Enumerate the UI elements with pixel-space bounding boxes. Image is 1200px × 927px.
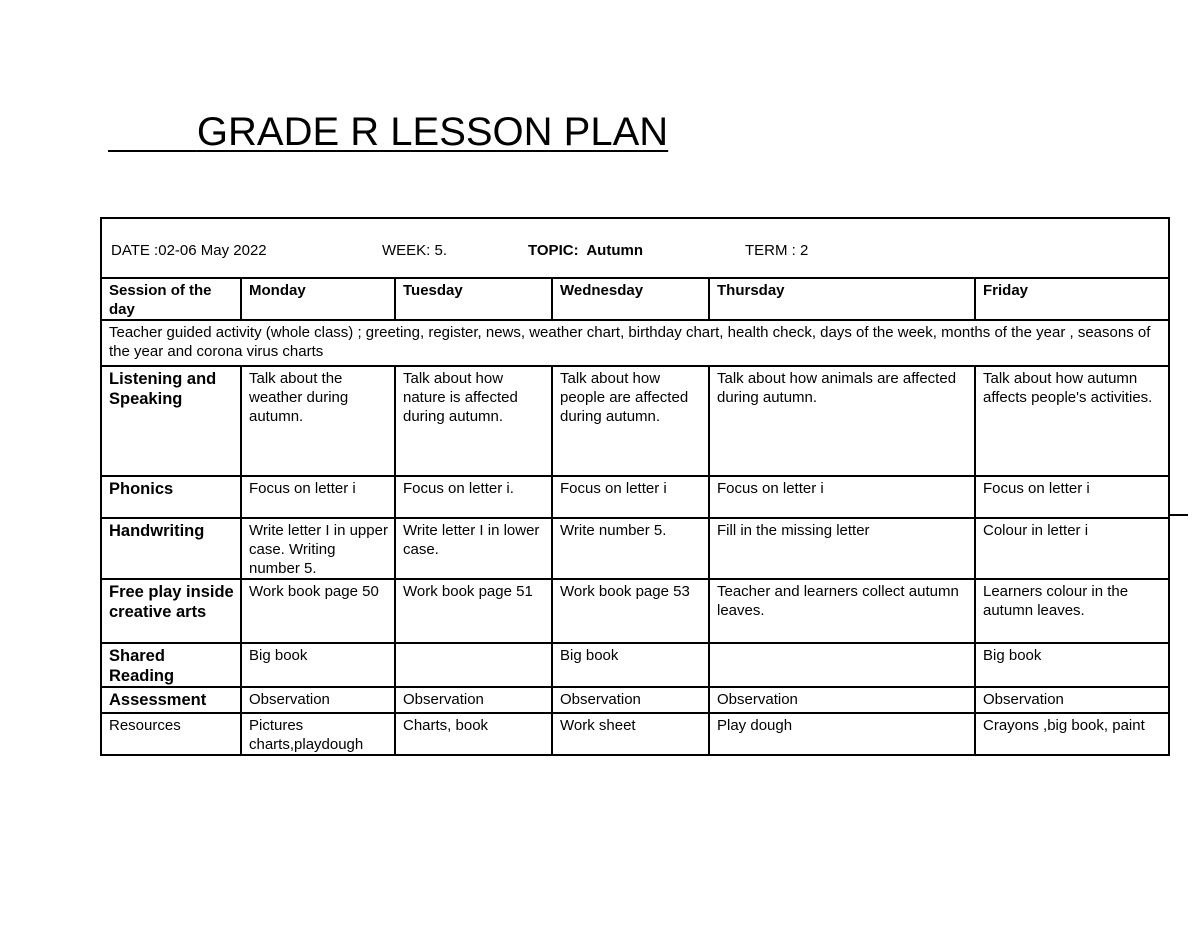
table-cell: Write number 5. [552,518,709,579]
table-cell: Observation [395,687,552,713]
table-cell: Fill in the missing letter [709,518,975,579]
table-cell [709,643,975,687]
day-header-friday: Friday [975,278,1169,320]
stray-border-line [1168,514,1188,516]
table-cell: Focus on letter i [975,476,1169,518]
week-text: WEEK: 5. [382,242,448,259]
table-row [101,643,1169,687]
table-cell: Big book [241,643,395,687]
table-cell: Work book page 50 [241,579,395,643]
table-cell: Talk about how animals are affected during autumn. [709,366,975,476]
table-cell: Write letter I in upper case. Writing number 5. [241,518,395,579]
table-cell [395,643,552,687]
table-cell: Work book page 53 [552,579,709,643]
day-header-tuesday: Tuesday [395,278,552,320]
teacher-guided-row [101,320,1169,366]
date-text: DATE :02-06 May 2022 [111,242,267,259]
table-cell: Talk about how autumn affects people's activities. [975,366,1169,476]
table-cell: Big book [552,643,709,687]
session-header: Session of the day [101,278,241,320]
table-row [101,713,1169,755]
table-cell: Work book page 51 [395,579,552,643]
table-cell: Observation [241,687,395,713]
table-cell: Observation [975,687,1169,713]
table-row [101,366,1169,476]
table-cell: Work sheet [552,713,709,755]
table-row [101,518,1169,579]
table-cell: Talk about how nature is affected during autumn. [395,366,552,476]
day-header-wednesday: Wednesday [552,278,709,320]
header-row [101,278,1169,320]
table-cell: Play dough [709,713,975,755]
table-cell: Pictures charts,playdough [241,713,395,755]
table-cell: Talk about the weather during autumn. [241,366,395,476]
table-cell: Crayons ,big book, paint [975,713,1169,755]
table-row [101,476,1169,518]
table-cell: Focus on letter i [552,476,709,518]
table-cell: Observation [709,687,975,713]
page-title: GRADE R LESSON PLAN [196,110,669,154]
table-cell: Talk about how people are affected during autumn. [552,366,709,476]
table-cell: Write letter I in lower case. [395,518,552,579]
term-text: TERM : 2 [745,242,809,259]
table-cell: Big book [975,643,1169,687]
table-cell: Focus on letter i [241,476,395,518]
day-header-monday: Monday [241,278,395,320]
table-row [101,579,1169,643]
table-cell: Focus on letter i [709,476,975,518]
table-cell: Learners colour in the autumn leaves. [975,579,1169,643]
table-cell: Colour in letter i [975,518,1169,579]
table-cell: Observation [552,687,709,713]
table-cell: Focus on letter i. [395,476,552,518]
row-label: Shared Reading [101,643,241,687]
row-label: Resources [101,713,241,755]
info-cell [101,218,1169,278]
info-row [101,218,1169,278]
row-label: Phonics [101,476,241,518]
row-label: Assessment [101,687,241,713]
table-row [101,687,1169,713]
teacher-guided-cell: Teacher guided activity (whole class) ; greeting, register, news, weather chart, birthday chart, health check, days of the week, months of the year , seasons of the year and corona virus charts [101,320,1169,366]
topic-text: TOPIC: Autumn [528,242,643,259]
row-label: Listening and Speaking [101,366,241,476]
table-cell: Teacher and learners collect autumn leaves. [709,579,975,643]
day-header-thursday: Thursday [709,278,975,320]
row-label: Handwriting [101,518,241,579]
row-label: Free play inside creative arts [101,579,241,643]
lesson-plan-table [100,217,1170,756]
table-cell: Charts, book [395,713,552,755]
